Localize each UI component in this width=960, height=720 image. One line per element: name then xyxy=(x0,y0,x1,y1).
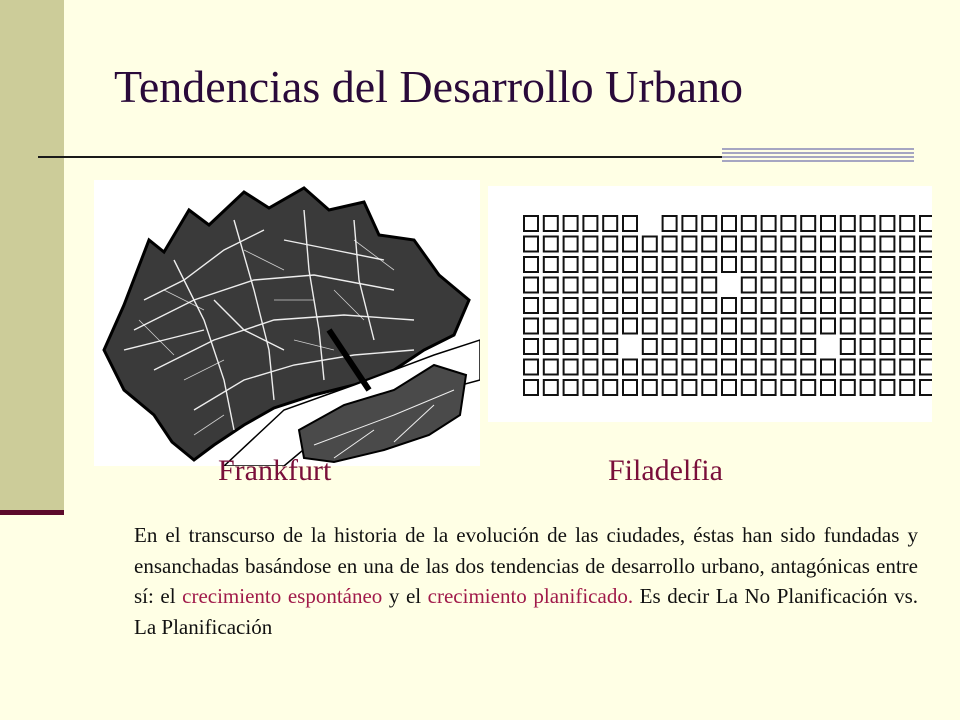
grid-block xyxy=(583,360,597,375)
grid-block xyxy=(524,237,538,252)
grid-block xyxy=(841,319,855,334)
grid-block xyxy=(722,216,736,231)
grid-block xyxy=(583,257,597,272)
grid-block xyxy=(663,319,677,334)
grid-block xyxy=(841,360,855,375)
grid-block xyxy=(861,298,875,313)
grid-block xyxy=(762,298,776,313)
grid-block xyxy=(544,298,558,313)
grid-block xyxy=(583,278,597,293)
grid-block xyxy=(663,339,677,354)
grid-block xyxy=(841,278,855,293)
grid-block xyxy=(564,298,578,313)
grid-block xyxy=(920,257,932,272)
grid-block xyxy=(564,278,578,293)
grid-block xyxy=(603,216,617,231)
grid-block xyxy=(841,237,855,252)
grid-block xyxy=(702,360,716,375)
grid-block xyxy=(861,278,875,293)
grid-block xyxy=(801,360,815,375)
highlight-planned: crecimiento planificado. xyxy=(427,584,634,608)
grid-block xyxy=(920,339,932,354)
grid-block xyxy=(821,298,835,313)
grid-block xyxy=(861,237,875,252)
grid-block xyxy=(722,237,736,252)
grid-block xyxy=(762,319,776,334)
grid-block xyxy=(682,216,696,231)
grid-block xyxy=(603,319,617,334)
grid-block xyxy=(663,278,677,293)
grid-block xyxy=(920,278,932,293)
grid-block xyxy=(583,319,597,334)
grid-block xyxy=(643,339,657,354)
slide-title: Tendencias del Desarrollo Urbano xyxy=(114,61,744,112)
grid-block xyxy=(742,237,756,252)
grid-block xyxy=(880,380,894,395)
grid-block xyxy=(900,278,914,293)
grid-block xyxy=(603,278,617,293)
grid-block xyxy=(544,319,558,334)
grid-block xyxy=(801,237,815,252)
grid-block xyxy=(623,360,637,375)
grid-block xyxy=(762,237,776,252)
grid-block xyxy=(663,360,677,375)
grid-block xyxy=(564,257,578,272)
grid-block xyxy=(663,257,677,272)
grid-block xyxy=(583,298,597,313)
grid-block xyxy=(762,257,776,272)
grid-block xyxy=(722,257,736,272)
grid-block xyxy=(702,380,716,395)
grid-block xyxy=(702,339,716,354)
grid-block xyxy=(524,298,538,313)
grid-block xyxy=(722,380,736,395)
grid-block xyxy=(781,380,795,395)
grid-block xyxy=(663,380,677,395)
grid-block xyxy=(524,360,538,375)
grid-block xyxy=(861,339,875,354)
sidebar-decoration xyxy=(0,0,64,512)
grid-block xyxy=(583,237,597,252)
grid-block xyxy=(861,216,875,231)
grid-block xyxy=(682,298,696,313)
grid-block xyxy=(544,339,558,354)
grid-block xyxy=(583,216,597,231)
grid-block xyxy=(544,380,558,395)
grid-block xyxy=(623,257,637,272)
grid-block xyxy=(603,380,617,395)
grid-block xyxy=(880,278,894,293)
grid-block xyxy=(623,278,637,293)
grid-block xyxy=(781,257,795,272)
grid-block xyxy=(861,319,875,334)
grid-block xyxy=(682,237,696,252)
grid-block xyxy=(900,298,914,313)
grid-block xyxy=(722,319,736,334)
grid-block xyxy=(801,216,815,231)
grid-block xyxy=(920,360,932,375)
grid-block xyxy=(544,216,558,231)
grid-block xyxy=(880,339,894,354)
filadelfia-grid-map-icon xyxy=(488,186,932,422)
grid-block xyxy=(742,278,756,293)
grid-block xyxy=(781,278,795,293)
grid-block xyxy=(880,298,894,313)
grid-block xyxy=(821,257,835,272)
grid-block xyxy=(722,360,736,375)
grid-block xyxy=(643,278,657,293)
grid-block xyxy=(900,216,914,231)
body-text-part1: En el transcurso de la historia de la evolución de las ciudades, éstas han sido fundadas y ensanchadas basándose en una de las dos tendencias de desarrollo urbano, antagónicas entre sí: el xyxy=(134,523,918,608)
grid-block xyxy=(841,298,855,313)
grid-block xyxy=(861,257,875,272)
grid-block xyxy=(900,380,914,395)
grid-block xyxy=(781,298,795,313)
grid-block xyxy=(524,380,538,395)
grid-block xyxy=(564,380,578,395)
grid-block xyxy=(583,339,597,354)
grid-block xyxy=(880,237,894,252)
grid-block xyxy=(643,257,657,272)
grid-block xyxy=(603,298,617,313)
grid-block xyxy=(623,216,637,231)
title-underline-accent xyxy=(722,148,914,164)
grid-block xyxy=(781,339,795,354)
frankfurt-caption: Frankfurt xyxy=(218,454,332,487)
highlight-spontaneous: crecimiento espontáneo xyxy=(182,584,383,608)
grid-block xyxy=(643,237,657,252)
grid-block xyxy=(663,216,677,231)
grid-block xyxy=(801,319,815,334)
grid-block xyxy=(781,319,795,334)
grid-block xyxy=(722,298,736,313)
grid-block xyxy=(682,339,696,354)
grid-block xyxy=(663,298,677,313)
grid-block xyxy=(880,360,894,375)
grid-block xyxy=(900,237,914,252)
grid-block xyxy=(821,237,835,252)
grid-block xyxy=(544,237,558,252)
filadelfia-caption: Filadelfia xyxy=(608,454,723,487)
grid-block xyxy=(643,380,657,395)
grid-block xyxy=(564,237,578,252)
grid-block xyxy=(742,319,756,334)
grid-block xyxy=(762,339,776,354)
grid-block xyxy=(742,257,756,272)
grid-block xyxy=(643,319,657,334)
grid-block xyxy=(702,298,716,313)
grid-block xyxy=(762,216,776,231)
grid-block xyxy=(524,278,538,293)
grid-block xyxy=(564,360,578,375)
grid-block xyxy=(861,380,875,395)
grid-block xyxy=(544,360,558,375)
grid-block xyxy=(682,360,696,375)
grid-block xyxy=(682,278,696,293)
grid-block xyxy=(880,319,894,334)
grid-block xyxy=(801,257,815,272)
grid-block xyxy=(524,257,538,272)
grid-block xyxy=(821,360,835,375)
grid-block xyxy=(544,278,558,293)
grid-block xyxy=(801,278,815,293)
grid-block xyxy=(821,380,835,395)
grid-block xyxy=(603,339,617,354)
grid-block xyxy=(762,380,776,395)
grid-block xyxy=(603,237,617,252)
grid-block xyxy=(900,339,914,354)
sidebar-accent-dash xyxy=(0,510,64,515)
grid-block xyxy=(583,380,597,395)
grid-block xyxy=(682,380,696,395)
frankfurt-map-image xyxy=(94,180,480,466)
body-paragraph xyxy=(134,520,918,642)
grid-block xyxy=(702,257,716,272)
grid-block xyxy=(623,298,637,313)
grid-block xyxy=(643,360,657,375)
grid-block xyxy=(900,319,914,334)
grid-block xyxy=(861,360,875,375)
grid-block xyxy=(762,360,776,375)
grid-block xyxy=(524,319,538,334)
grid-block xyxy=(841,216,855,231)
grid-block xyxy=(643,298,657,313)
grid-block xyxy=(603,257,617,272)
grid-block xyxy=(781,237,795,252)
body-text-part3: Es decir La No Planificación vs. La Planificación xyxy=(134,584,919,639)
grid-block xyxy=(722,339,736,354)
grid-block xyxy=(920,298,932,313)
grid-block xyxy=(841,339,855,354)
grid-block xyxy=(702,319,716,334)
grid-block xyxy=(564,339,578,354)
grid-block xyxy=(742,298,756,313)
grid-block xyxy=(544,257,558,272)
grid-block xyxy=(702,278,716,293)
grid-block xyxy=(880,257,894,272)
grid-block xyxy=(564,319,578,334)
grid-block xyxy=(762,278,776,293)
grid-block xyxy=(841,257,855,272)
grid-block xyxy=(663,237,677,252)
grid-block xyxy=(742,380,756,395)
grid-block xyxy=(564,216,578,231)
grid-block xyxy=(920,237,932,252)
grid-block xyxy=(702,216,716,231)
grid-block xyxy=(682,319,696,334)
grid-block xyxy=(702,237,716,252)
grid-block xyxy=(880,216,894,231)
grid-block xyxy=(742,216,756,231)
grid-block xyxy=(603,360,617,375)
grid-block xyxy=(821,319,835,334)
grid-block xyxy=(900,360,914,375)
grid-block xyxy=(781,216,795,231)
grid-block xyxy=(900,257,914,272)
grid-block xyxy=(742,339,756,354)
grid-block xyxy=(920,319,932,334)
body-text-part2: y el xyxy=(382,584,428,608)
grid-block xyxy=(841,380,855,395)
grid-block xyxy=(524,216,538,231)
grid-block xyxy=(742,360,756,375)
grid-block xyxy=(524,339,538,354)
grid-block xyxy=(821,216,835,231)
grid-block xyxy=(821,278,835,293)
grid-block xyxy=(682,257,696,272)
filadelfia-map-image xyxy=(488,186,932,422)
grid-block xyxy=(781,360,795,375)
grid-block xyxy=(801,339,815,354)
frankfurt-map-icon xyxy=(94,180,480,466)
grid-block xyxy=(623,319,637,334)
grid-block xyxy=(623,237,637,252)
grid-block xyxy=(801,380,815,395)
grid-block xyxy=(623,380,637,395)
grid-block xyxy=(920,216,932,231)
grid-block xyxy=(920,380,932,395)
grid-block xyxy=(801,298,815,313)
